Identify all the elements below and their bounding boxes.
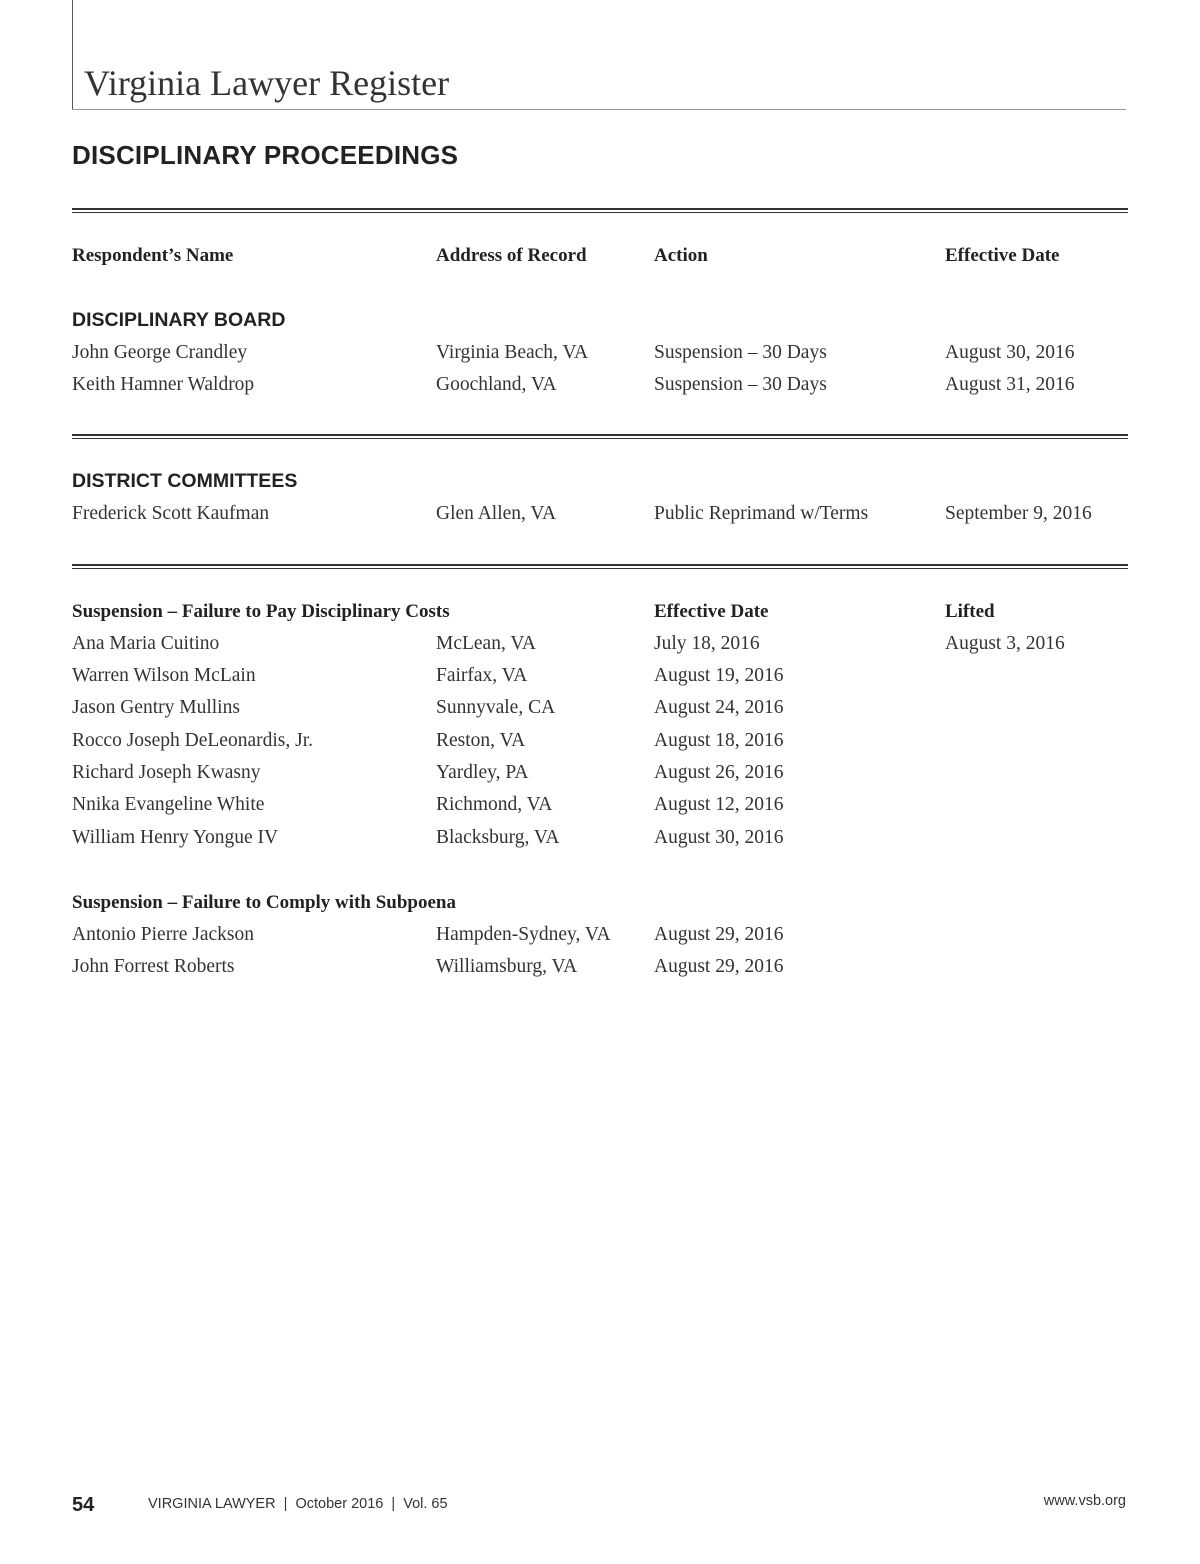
address-of-record: McLean, VA [436, 633, 537, 654]
column-header-address: Address of Record [436, 245, 587, 266]
address-of-record: Virginia Beach, VA [436, 342, 589, 363]
effective-date: August 26, 2016 [654, 762, 784, 783]
page-title: DISCIPLINARY PROCEEDINGS [72, 140, 459, 170]
column-header-lifted: Lifted [945, 601, 995, 622]
column-header-effective-date: Effective Date [654, 601, 769, 622]
section-divider [72, 434, 1128, 439]
column-header-effective-date: Effective Date [945, 245, 1060, 266]
effective-date: August 19, 2016 [654, 665, 784, 686]
address-of-record: Hampden-Sydney, VA [436, 924, 611, 945]
respondent-name: Antonio Pierre Jackson [72, 924, 254, 945]
section-heading-district-committees: DISTRICT COMMITTEES [72, 470, 298, 492]
column-header-action: Action [654, 245, 708, 266]
respondent-name: Rocco Joseph DeLeonardis, Jr. [72, 730, 313, 751]
address-of-record: Blacksburg, VA [436, 827, 560, 848]
page-number: 54 [72, 1494, 95, 1516]
address-of-record: Reston, VA [436, 730, 526, 751]
action: Suspension – 30 Days [654, 342, 827, 363]
effective-date: August 31, 2016 [945, 374, 1075, 395]
address-of-record: Goochland, VA [436, 374, 557, 395]
respondent-name: Jason Gentry Mullins [72, 697, 240, 718]
action: Public Reprimand w/Terms [654, 503, 869, 524]
publication-info: VIRGINIA LAWYER | October 2016 | Vol. 65 [148, 1496, 448, 1512]
effective-date: August 12, 2016 [654, 794, 784, 815]
respondent-name: Frederick Scott Kaufman [72, 503, 270, 524]
section-heading-disciplinary-board: DISCIPLINARY BOARD [72, 309, 286, 331]
respondent-name: John Forrest Roberts [72, 956, 235, 977]
respondent-name: Nnika Evangeline White [72, 794, 265, 815]
masthead-vertical-rule [72, 0, 73, 110]
section-heading-failure-to-pay-costs: Suspension – Failure to Pay Disciplinary Costs [72, 601, 450, 622]
effective-date: August 24, 2016 [654, 697, 784, 718]
address-of-record: Richmond, VA [436, 794, 553, 815]
effective-date: August 30, 2016 [945, 342, 1075, 363]
masthead-horizontal-rule [72, 109, 1126, 110]
section-heading-failure-to-comply-subpoena: Suspension – Failure to Comply with Subpoena [72, 892, 456, 913]
effective-date: August 18, 2016 [654, 730, 784, 751]
effective-date: August 30, 2016 [654, 827, 784, 848]
effective-date: August 29, 2016 [654, 924, 784, 945]
address-of-record: Glen Allen, VA [436, 503, 557, 524]
lifted-date: August 3, 2016 [945, 633, 1065, 654]
website-link[interactable]: www.vsb.org [1043, 1493, 1126, 1509]
masthead-title: Virginia Lawyer Register [84, 63, 450, 103]
respondent-name: Richard Joseph Kwasny [72, 762, 261, 783]
section-divider [72, 564, 1128, 569]
respondent-name: Keith Hamner Waldrop [72, 374, 255, 395]
address-of-record: Fairfax, VA [436, 665, 528, 686]
respondent-name: Warren Wilson McLain [72, 665, 256, 686]
effective-date: August 29, 2016 [654, 956, 784, 977]
effective-date: July 18, 2016 [654, 633, 760, 654]
effective-date: September 9, 2016 [945, 503, 1092, 524]
action: Suspension – 30 Days [654, 374, 827, 395]
respondent-name: Ana Maria Cuitino [72, 633, 220, 654]
address-of-record: Williamsburg, VA [436, 956, 578, 977]
section-divider [72, 208, 1128, 213]
respondent-name: John George Crandley [72, 342, 248, 363]
respondent-name: William Henry Yongue IV [72, 827, 279, 848]
address-of-record: Yardley, PA [436, 762, 529, 783]
address-of-record: Sunnyvale, CA [436, 697, 556, 718]
column-header-name: Respondent’s Name [72, 245, 234, 266]
